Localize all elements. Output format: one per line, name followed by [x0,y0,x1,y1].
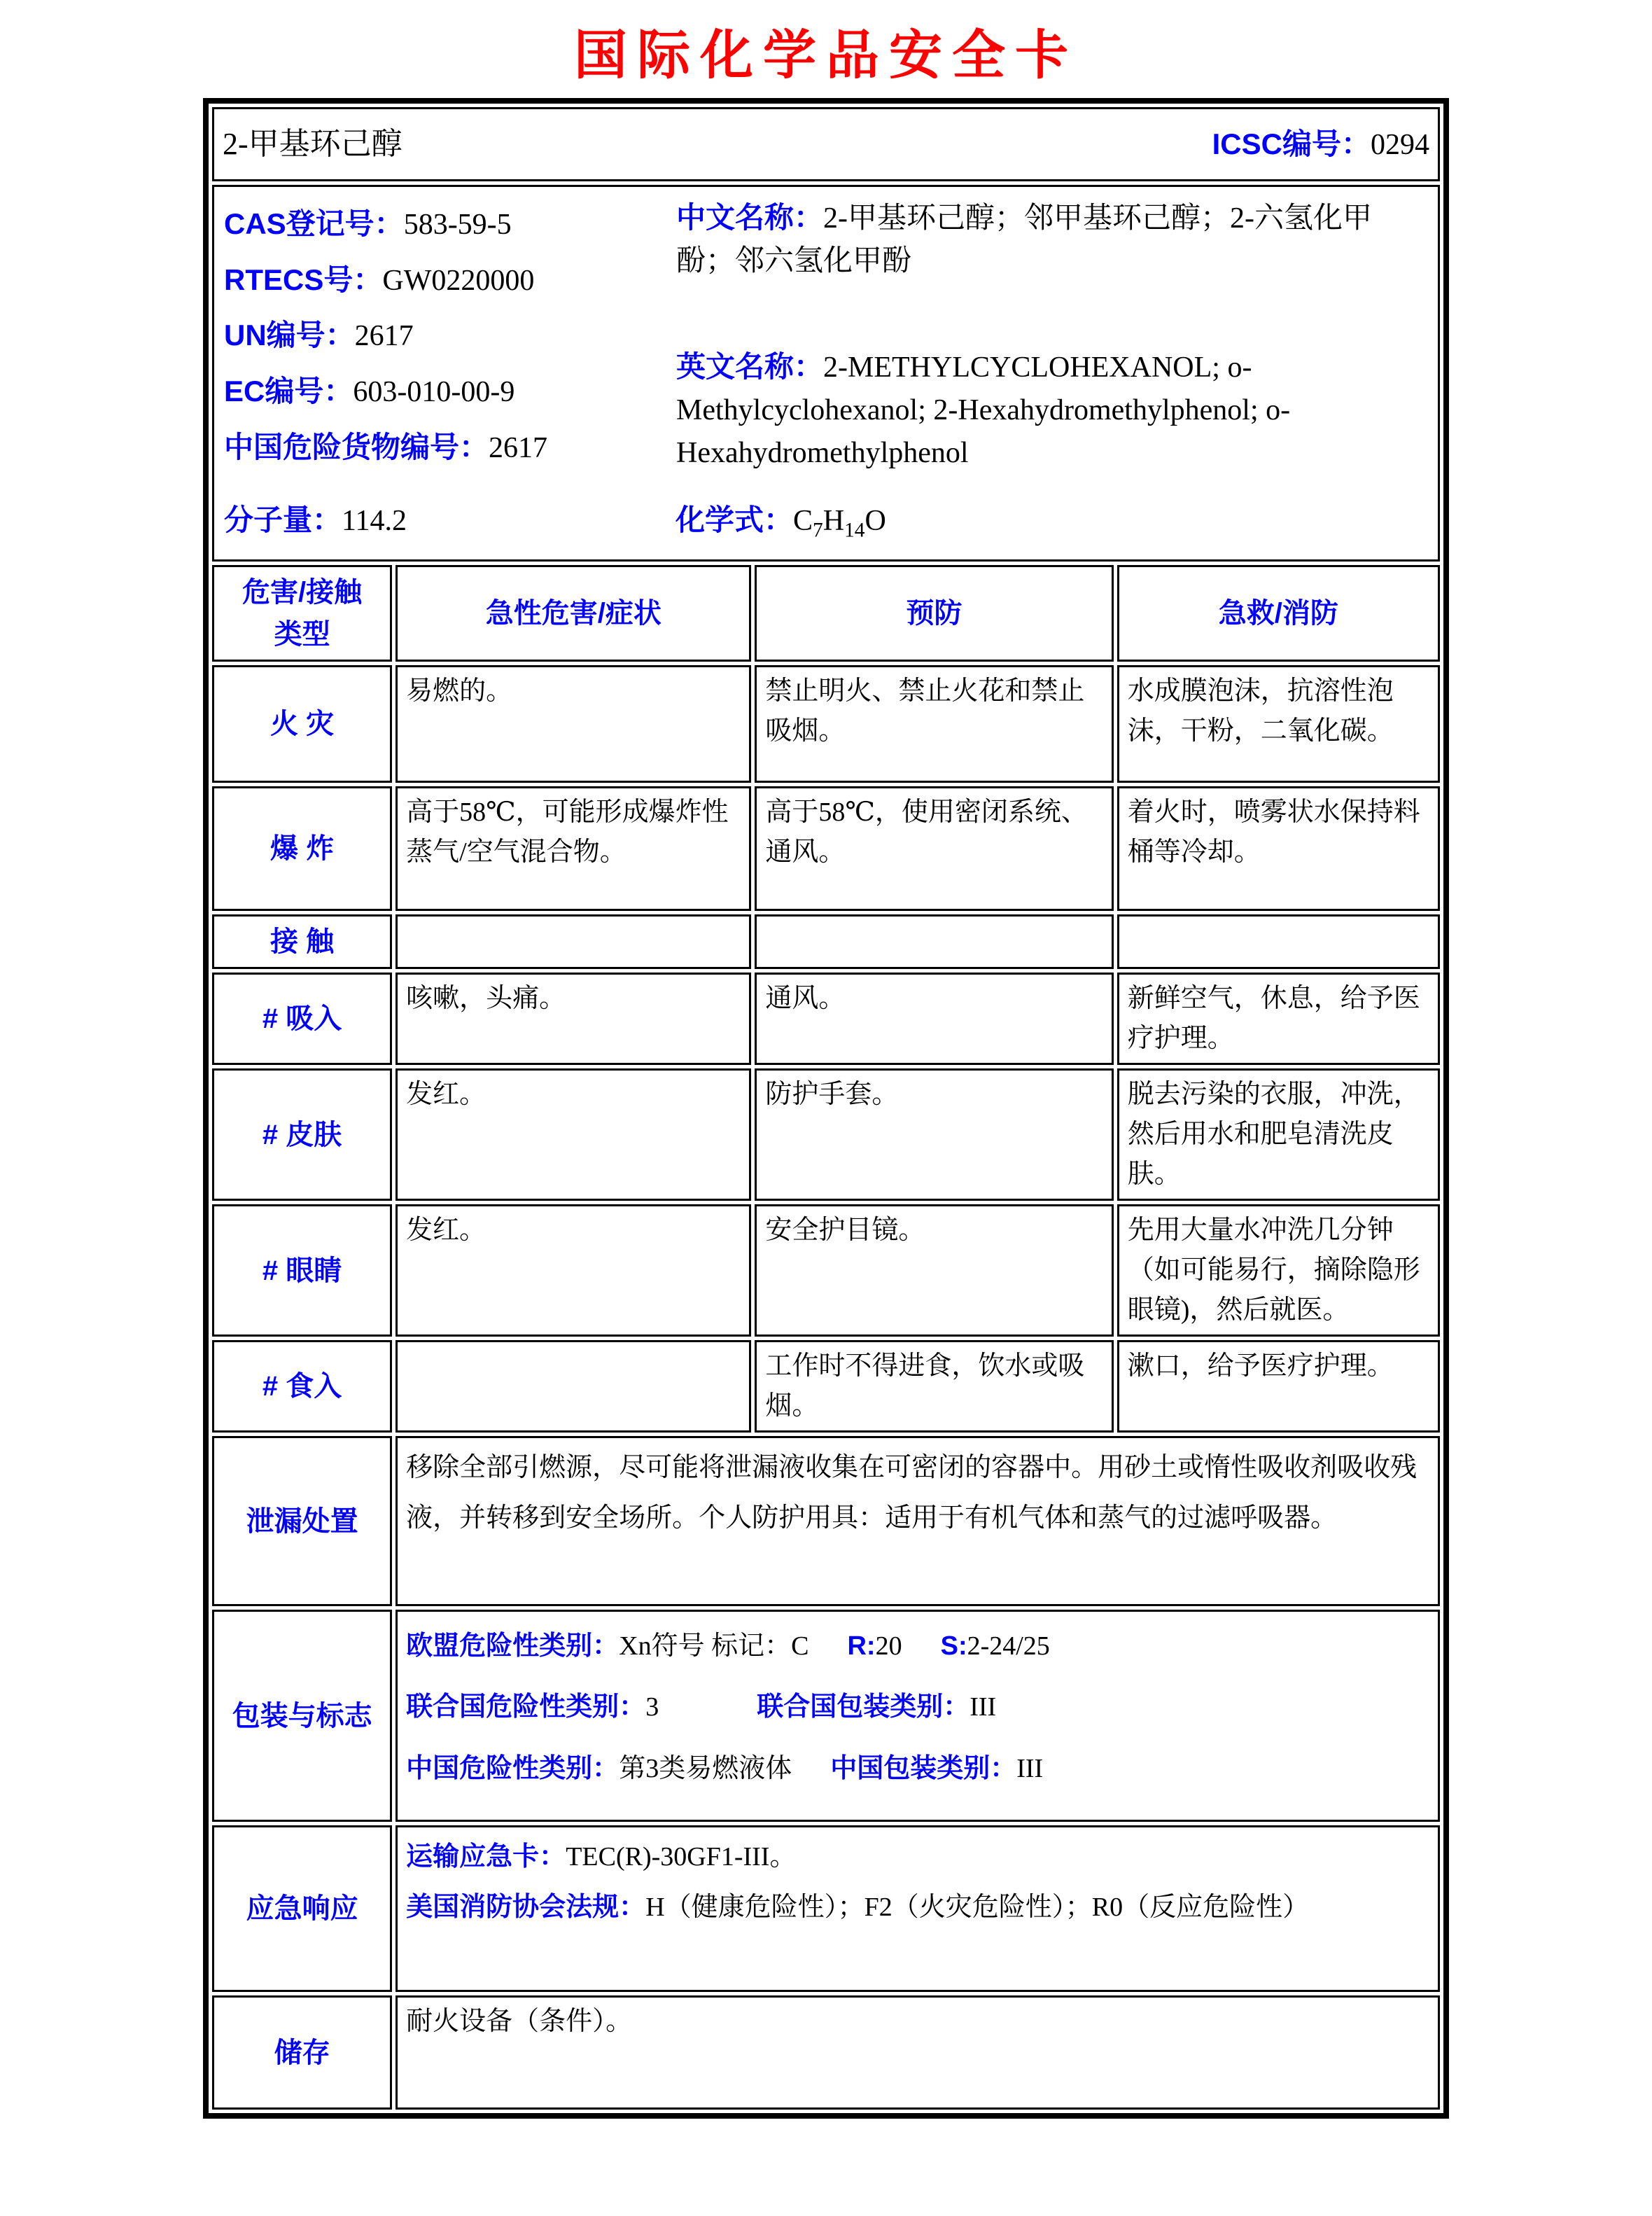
fire-response: 水成膜泡沫，抗溶性泡沫，干粉，二氧化碳。 [1117,665,1440,783]
icsc-number-field [1212,122,1429,167]
cas-number-line: CAS登记号：583-59-5 [224,207,512,241]
skin-prevention: 防护手套。 [755,1068,1113,1201]
hazard-header-row [212,565,1440,662]
eye-row [212,1204,1440,1337]
header-prevention: 预防 [906,598,962,629]
fire-label: 火 灾 [270,709,335,739]
header-acute-symptoms: 急性危害/症状 [485,598,662,629]
ingestion-prevention: 工作时不得进食，饮水或吸烟。 [755,1340,1113,1433]
contact-symptom [396,914,751,969]
rtecs-number-line: RTECS号：GW0220000 [224,263,535,297]
spill-row [212,1436,1440,1606]
un-hazard-class-line: 联合国危险性类别：3 联合国包装类别：III [406,1692,997,1722]
emergency-text [396,1825,1440,1992]
eye-response: 先用大量水冲洗几分钟（如可能易行，摘除隐形眼镜)，然后就医。 [1117,1204,1440,1337]
packaging-row [212,1610,1440,1822]
contact-prevention [755,914,1113,969]
skin-symptom: 发红。 [396,1068,751,1201]
inhalation-row [212,973,1440,1065]
spill-text: 移除全部引燃源，尽可能将泄漏液收集在可密闭的容器中。用砂土或惰性吸收剂吸收残液，并转移到安全场所。个人防护用具：适用于有机气体和蒸气的过滤呼吸器。 [396,1436,1440,1606]
eye-prevention: 安全护目镜。 [755,1204,1113,1337]
inhalation-prevention: 通风。 [755,973,1113,1065]
identifier-list [224,197,665,475]
eye-symptom: 发红。 [396,1204,751,1337]
packaging-text [396,1610,1440,1822]
fire-row [212,665,1440,783]
icsc-label: ICSC编号： [1212,127,1371,160]
skin-row [212,1068,1440,1201]
icsc-number: 0294 [1371,128,1429,161]
header-hazard-type: 危害/接触 类型 [242,577,363,650]
name-list [676,197,1418,474]
spill-label: 泄漏处置 [246,1505,358,1537]
skin-response: 脱去污染的衣服，冲洗，然后用水和肥皂清洗皮肤。 [1117,1068,1440,1201]
inhalation-symptom: 咳嗽，头痛。 [396,973,751,1065]
explosion-symptom: 高于58℃，可能形成爆炸性蒸气/空气混合物。 [396,786,751,911]
emergency-label: 应急响应 [246,1893,358,1924]
card-header-row [212,107,1440,181]
identity-row [212,185,1440,562]
ingestion-label: # 食入 [262,1371,342,1402]
chinese-names: 中文名称：2-甲基环己醇；邻甲基环己醇；2-六氢化甲酚；邻六氢化甲酚 [676,201,1372,277]
storage-text: 耐火设备（条件）。 [396,1995,1440,2110]
contact-row [212,914,1440,969]
molecular-weight: 分子量：114.2 [224,503,407,537]
un-number-line: UN编号：2617 [224,319,414,353]
eye-label: # 眼睛 [262,1255,342,1286]
header-firstaid-firefighting: 急救/消防 [1218,598,1338,629]
inhalation-response: 新鲜空气，休息，给予医疗护理。 [1117,973,1440,1065]
safety-card-table [203,98,1449,2119]
storage-label: 储存 [274,2037,330,2068]
explosion-prevention: 高于58℃，使用密闭系统、通风。 [755,786,1113,911]
fire-prevention: 禁止明火、禁止火花和禁止吸烟。 [755,665,1113,783]
english-names: 英文名称：2-METHYLCYCLOHEXANOL; o-Methylcyclohexanol; 2-Hexahydromethylphenol; o-Hexahydromethylphenol [676,349,1291,469]
emergency-row [212,1825,1440,1992]
ingestion-row [212,1340,1440,1433]
china-dg-number-line: 中国危险货物编号：2617 [224,430,548,464]
contact-label: 接 触 [270,926,335,957]
skin-label: # 皮肤 [262,1119,342,1150]
ingestion-symptom [396,1340,751,1433]
storage-row [212,1995,1440,2110]
molecular-line [224,498,1414,547]
explosion-row [212,786,1440,911]
page-title: 国际化学品安全卡 [574,26,1078,85]
explosion-response: 着火时，喷雾状水保持料桶等冷却。 [1117,786,1440,911]
contact-response [1117,914,1440,969]
nfpa-code-line: 美国消防协会法规：H（健康危险性）；F2（火灾危险性）；R0（反应危险性） [406,1893,1310,1923]
fire-symptom: 易燃的。 [396,665,751,783]
chemical-formula: 化学式：$C_7H_{14}O$ [676,503,886,542]
ingestion-response: 漱口，给予医疗护理。 [1117,1340,1440,1433]
eu-hazard-class-line: 欧盟危险性类别：Xn符号 标记：C R:20 S:2-24/25 [406,1631,1050,1661]
chemical-name: 2-甲基环己醇 [223,127,402,161]
transport-emergency-card-line: 运输应急卡：TEC(R)-30GF1-III。 [406,1842,797,1872]
explosion-label: 爆 炸 [270,833,335,864]
ec-number-line: EC编号：603-010-00-9 [224,375,515,409]
china-hazard-class-line: 中国危险性类别：第3类易燃液体 中国包装类别：III [406,1753,1044,1783]
inhalation-label: # 吸入 [262,1003,342,1034]
packaging-label: 包装与标志 [232,1700,372,1731]
